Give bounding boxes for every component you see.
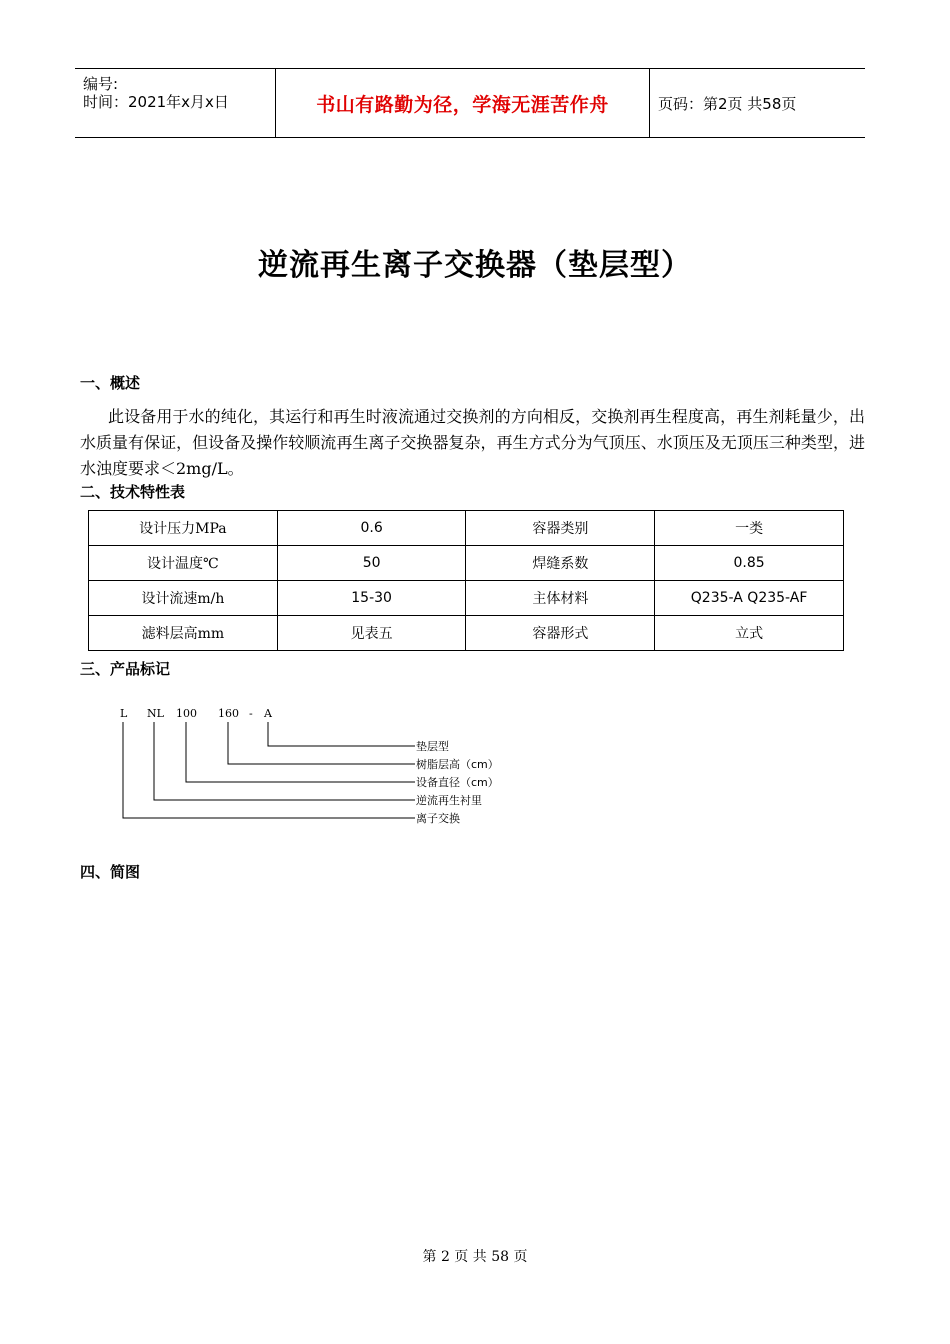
product-marking-diagram [110,700,530,830]
code-l: L [120,707,128,720]
table-cell: 容器形式 [466,616,655,651]
label-ion-exchange: 离子交换 [416,812,460,825]
page-info: 页码：第2页 共58页 [658,94,797,113]
leader-lines [123,722,415,818]
code-dash: - [249,707,253,720]
table-cell: 主体材料 [466,581,655,616]
header-page-cell [650,69,865,137]
table-cell: 0.85 [655,546,844,581]
table-cell: 焊缝系数 [466,546,655,581]
label-lining: 逆流再生衬里 [416,794,482,807]
code-a: A [264,707,272,720]
motto: 书山有路勤为径，学海无涯苦作舟 [316,93,609,116]
label-cushion-type: 垫层型 [416,740,449,753]
spec-table [88,510,844,651]
section-diagram-heading: 四、简图 [80,863,141,881]
code-diameter: 100 [176,707,197,720]
table-cell: 立式 [655,616,844,651]
table-cell: 容器类别 [466,511,655,546]
table-cell: 0.6 [277,511,466,546]
table-cell: Q235-A Q235-AF [655,581,844,616]
label-diameter: 设备直径（cm） [416,776,499,789]
table-cell: 设计流速m/h [89,581,278,616]
header-left-cell [75,69,276,137]
table-cell: 设计温度℃ [89,546,278,581]
section-marking-heading: 三、产品标记 [80,660,171,678]
document-title: 逆流再生离子交换器（垫层型） [258,248,692,283]
table-row [89,546,844,581]
section-spec-heading: 二、技术特性表 [80,483,186,501]
time-label: 时间：2021年x月x日 [83,93,229,111]
table-cell: 见表五 [277,616,466,651]
code-resin-height: 160 [218,707,239,720]
table-cell: 一类 [655,511,844,546]
table-row [89,511,844,546]
table-cell: 滤料层高mm [89,616,278,651]
overview-paragraph: 此设备用于水的纯化，其运行和再生时液流通过交换剂的方向相反，交换剂再生程度高，再生剂耗量少，出水质量有保证，但设备及操作较顺流再生离子交换器复杂，再生方式分为气顶压、水顶压及无顶压三种类型，进水浊度要求＜2mg/L。 [80,407,865,478]
label-resin-height: 树脂层高（cm） [416,758,499,771]
header-table [75,68,865,138]
marking-svg [110,700,530,830]
table-cell: 50 [277,546,466,581]
table-cell: 15-30 [277,581,466,616]
header-motto-cell [276,69,650,137]
code-nl: NL [147,707,164,720]
page-footer: 第 2 页 共 58 页 [422,1249,528,1265]
table-row [89,581,844,616]
table-cell: 设计压力MPa [89,511,278,546]
section-overview-heading: 一、概述 [80,374,141,392]
number-label: 编号: [83,75,119,93]
table-row [89,616,844,651]
